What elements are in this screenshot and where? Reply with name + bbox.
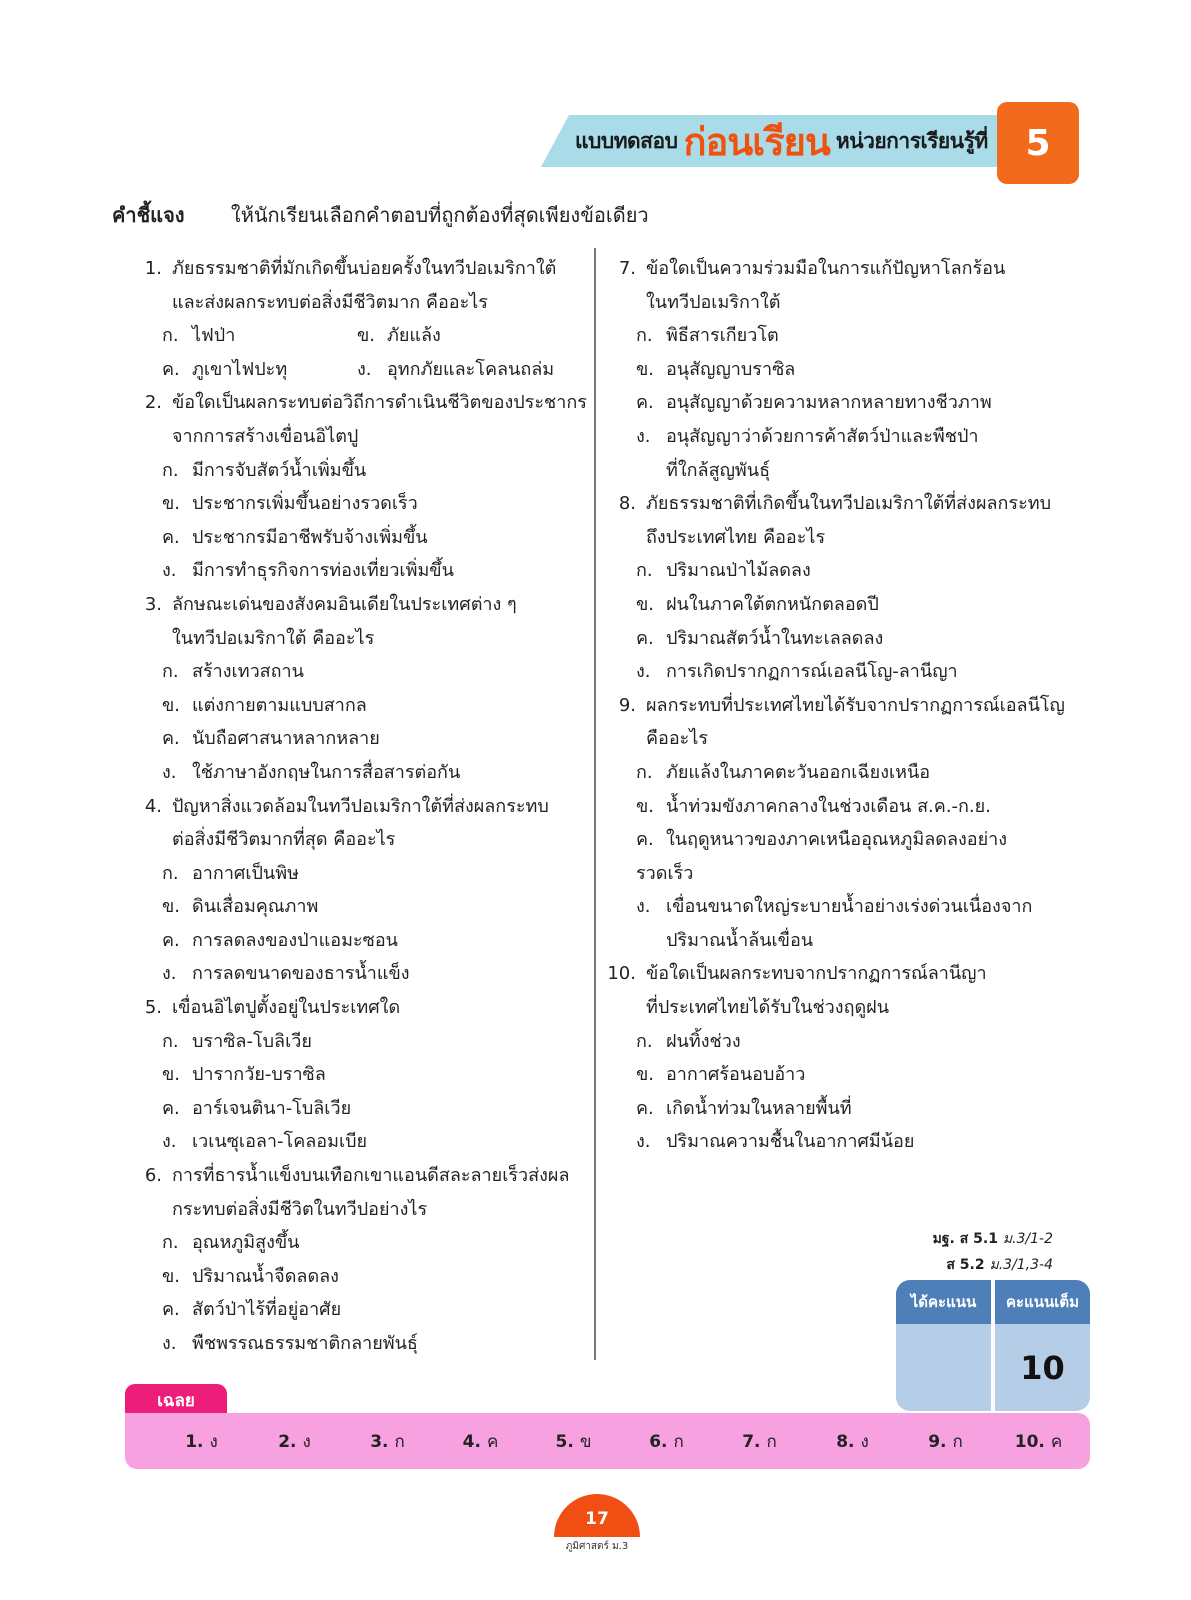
option-text: ปารากวัย-บราซิล (192, 1064, 326, 1086)
option-label: ง. (162, 1131, 177, 1153)
answer-item (434, 1428, 527, 1455)
question-text-cont: ที่ประเทศไทยได้รับในช่วงฤดูฝน (646, 997, 890, 1019)
answer-letter: ก (952, 1431, 963, 1452)
answer-item (992, 1428, 1085, 1455)
answer-number: 4. (462, 1431, 481, 1452)
question-text-cont: ในทวีปอเมริกาใต้ คืออะไร (172, 627, 375, 649)
option-text: น้ำท่วมขังภาคกลางในช่วงเดือน ส.ค.-ก.ย. (666, 795, 991, 817)
option[interactable] (606, 1125, 1076, 1159)
score-panel (896, 1280, 1090, 1411)
answer-number: 10. (1014, 1431, 1045, 1452)
option[interactable] (606, 655, 1076, 689)
option-text: พิธีสารเกียวโต (666, 325, 779, 347)
option[interactable] (357, 353, 607, 387)
question-number: 7. (618, 258, 636, 279)
option-text-cont: ที่ใกล้สูญพันธุ์ (666, 459, 771, 481)
option[interactable] (606, 588, 1076, 622)
option-text: ดินเสื่อมคุณภาพ (192, 896, 319, 918)
question-text: ลักษณะเด่นของสังคมอินเดียในประเทศต่าง ๆ (172, 593, 517, 615)
option-label: ค. (162, 1097, 180, 1119)
option-text: อากาศเป็นพิษ (192, 862, 299, 884)
option[interactable] (162, 319, 357, 353)
answer-letter: ก (766, 1431, 777, 1452)
option[interactable] (606, 1058, 1076, 1092)
question-text: ข้อใดเป็นผลกระทบจากปรากฏการณ์ลานีญา (646, 963, 987, 985)
question-number: 8. (618, 493, 636, 515)
option-text: อุณหภูมิสูงขึ้น (192, 1232, 300, 1254)
option[interactable] (132, 756, 587, 790)
question-6 (132, 1159, 587, 1361)
option-label: ง. (162, 560, 177, 582)
option-label: ค. (162, 1299, 180, 1321)
option-label: ค. (162, 358, 180, 380)
option[interactable] (132, 1293, 587, 1327)
standard-line-2 (880, 1254, 1053, 1276)
option-label: ค. (162, 526, 180, 548)
question-4 (132, 790, 587, 992)
option-label: ค. (636, 829, 654, 851)
option-label: ข. (162, 694, 181, 716)
option-text: ปริมาณความชื้นในอากาศมีน้อย (666, 1131, 915, 1153)
option[interactable] (132, 1260, 587, 1294)
option-text: ในฤดูหนาวของภาคเหนืออุณหภูมิลดลงอย่าง (666, 829, 1008, 851)
question-9 (606, 689, 1076, 958)
score-obtained-field[interactable] (896, 1324, 991, 1411)
option-text: ฝนทิ้งช่วง (666, 1030, 741, 1052)
column-divider (594, 248, 596, 1360)
question-text-cont: คืออะไร (646, 728, 709, 750)
question-2 (132, 386, 587, 588)
option-label: ก. (162, 325, 179, 347)
option-label: ง. (162, 963, 177, 985)
answer-number: 5. (555, 1431, 574, 1452)
answer-item (341, 1428, 434, 1455)
question-number: 6. (144, 1165, 162, 1187)
option[interactable] (132, 487, 587, 521)
option-label: ข. (162, 896, 181, 918)
option-label: ค. (636, 1097, 654, 1119)
option-label: ข. (636, 795, 655, 817)
option-text: บราซิล-โบลิเวีย (192, 1030, 312, 1052)
option-text: ประชากรมีอาชีพรับจ้างเพิ่มขึ้น (192, 526, 428, 548)
header-title (575, 112, 988, 170)
option-label: ข. (636, 593, 655, 615)
option-label: ก. (162, 459, 179, 481)
answer-number: 8. (836, 1431, 855, 1452)
score-full-label: คะแนนเต็ม (995, 1280, 1090, 1324)
standard-code: มฐ. ส 5.1 (932, 1231, 998, 1247)
option[interactable] (606, 890, 1076, 924)
option-text: ภัยแล้ง (387, 325, 441, 347)
header-part3: หน่วยการเรียนรู้ที่ (835, 128, 988, 153)
option-text: นับถือศาสนาหลากหลาย (192, 728, 380, 750)
option[interactable] (606, 353, 1076, 387)
questions-right-column (606, 252, 1076, 1159)
option-text: พืชพรรณธรรมชาติกลายพันธุ์ (192, 1333, 418, 1354)
option-label: ก. (636, 560, 653, 582)
option[interactable] (132, 722, 587, 756)
option[interactable] (606, 386, 1076, 420)
option-label: ง. (636, 1131, 651, 1153)
option[interactable] (606, 790, 1076, 824)
option-text: อาร์เจนตินา-โบลิเวีย (192, 1097, 352, 1119)
option-text: ปริมาณน้ำจืดลดลง (192, 1265, 339, 1287)
answer-item (806, 1428, 899, 1455)
standard-indicator: ม.3/1,3-4 (989, 1257, 1053, 1273)
option-text: อนุสัญญาด้วยความหลากหลายทางชีวภาพ (666, 392, 992, 414)
option-label: ข. (162, 1265, 181, 1287)
answer-number: 9. (928, 1431, 947, 1452)
answer-number: 2. (278, 1431, 297, 1452)
option[interactable] (606, 554, 1076, 588)
answer-letter: ก (673, 1431, 684, 1452)
option[interactable] (132, 1025, 587, 1059)
question-text: ภัยธรรมชาติที่เกิดขึ้นในทวีปอเมริกาใต้ที่ส่งผลกระทบ (646, 493, 1052, 515)
answer-number: 6. (649, 1431, 668, 1452)
questions-left-column (132, 252, 587, 1361)
option-text: อนุสัญญาว่าด้วยการค้าสัตว์ป่าและพืชป่า (666, 425, 979, 447)
question-7 (606, 252, 1076, 487)
option[interactable] (606, 319, 1076, 353)
option-label: ก. (636, 1030, 653, 1052)
option[interactable] (132, 957, 587, 991)
option[interactable] (162, 353, 357, 387)
option-label: ก. (162, 1232, 179, 1254)
question-text-cont: ถึงประเทศไทย คืออะไร (646, 526, 826, 548)
standard-line-1 (880, 1228, 1053, 1250)
option-text-cont: รวดเร็ว (636, 862, 694, 884)
option[interactable] (606, 1025, 1076, 1059)
option-text: ภูเขาไฟปะทุ (192, 358, 288, 380)
question-number: 3. (144, 593, 162, 615)
answer-letter: ง (209, 1431, 218, 1452)
instructions-text: ให้นักเรียนเลือกคำตอบที่ถูกต้องที่สุดเพียงข้อเดียว (230, 203, 649, 227)
option-label: ค. (162, 929, 180, 951)
standard-code: ส 5.2 (946, 1257, 985, 1273)
question-text: ข้อใดเป็นผลกระทบต่อวิถีการดำเนินชีวิตของประชากร (172, 392, 587, 414)
option-text: มีการจับสัตว์น้ำเพิ่มขึ้น (192, 459, 367, 481)
option-label: ง. (162, 761, 177, 783)
option-text: อุทกภัยและโคลนถล่ม (387, 358, 555, 380)
subject-name: ภูมิศาสตร์ ม.3 (565, 1541, 629, 1552)
question-text: การที่ธารน้ำแข็งบนเทือกเขาแอนดีสละลายเร็วส่งผล (172, 1165, 570, 1187)
question-text: ข้อใดเป็นความร่วมมือในการแก้ปัญหาโลกร้อน (646, 258, 1006, 279)
question-text: ภัยธรรมชาติที่มักเกิดขึ้นบ่อยครั้งในทวีปอเมริกาใต้ (172, 258, 557, 279)
option-text: เขื่อนขนาดใหญ่ระบายน้ำอย่างเร่งด่วนเนื่องจาก (666, 896, 1033, 918)
unit-number-badge: 5 (997, 102, 1079, 184)
option-text: การลดขนาดของธารน้ำแข็ง (192, 963, 410, 985)
option-text-cont: ปริมาณน้ำล้นเขื่อน (666, 929, 814, 951)
standard-indicator: ม.3/1-2 (1002, 1231, 1053, 1247)
option-label: ง. (636, 661, 651, 683)
option-label: ข. (636, 358, 655, 380)
option[interactable] (132, 1327, 587, 1361)
option[interactable] (357, 319, 607, 353)
option[interactable] (132, 689, 587, 723)
option[interactable] (132, 1125, 587, 1159)
option-label: ข. (636, 1064, 655, 1086)
question-number: 10. (607, 963, 636, 985)
page-number: 17 (554, 1494, 640, 1537)
option-text: แต่งกายตามแบบสากล (192, 694, 367, 716)
answer-item (713, 1428, 806, 1455)
option[interactable] (606, 1092, 1076, 1126)
option-text: ประชากรเพิ่มขึ้นอย่างรวดเร็ว (192, 493, 418, 515)
option[interactable] (606, 823, 1076, 857)
answer-letter: ง (860, 1431, 869, 1452)
option-label: ก. (162, 862, 179, 884)
answer-item (155, 1428, 248, 1455)
option-label: ข. (162, 493, 181, 515)
option-text: เกิดน้ำท่วมในหลายพื้นที่ (666, 1097, 852, 1119)
question-3 (132, 588, 587, 790)
option-label: ง. (636, 896, 651, 918)
option[interactable] (132, 1226, 587, 1260)
option-label: ก. (162, 1030, 179, 1052)
score-obtained (896, 1280, 991, 1411)
option[interactable] (606, 622, 1076, 656)
option-label: ง. (357, 358, 372, 380)
question-5 (132, 991, 587, 1159)
option-text: เวเนซุเอลา-โคลอมเบีย (192, 1131, 368, 1153)
option-text: ใช้ภาษาอังกฤษในการสื่อสารต่อกัน (192, 761, 461, 783)
question-text-cont: และส่งผลกระทบต่อสิ่งมีชีวิตมาก คืออะไร (172, 291, 488, 313)
answer-key-tab: เฉลย (125, 1384, 227, 1416)
option-text: การลดลงของป่าแอมะซอน (192, 929, 398, 951)
instructions-label: คำชี้แจง (112, 203, 185, 227)
option-text: อากาศร้อนอบอ้าว (666, 1064, 806, 1086)
answer-letter: ค (486, 1431, 499, 1452)
option[interactable] (606, 756, 1076, 790)
answer-key-strip (125, 1413, 1090, 1469)
option-text: การเกิดปรากฏการณ์เอลนีโญ-ลานีญา (666, 661, 958, 683)
answer-letter: ง (302, 1431, 311, 1452)
question-text-cont: ในทวีปอเมริกาใต้ (646, 291, 781, 313)
option-text: สัตว์ป่าไร้ที่อยู่อาศัย (192, 1299, 342, 1321)
option[interactable] (132, 655, 587, 689)
question-1 (132, 252, 587, 386)
option-label: ค. (636, 392, 654, 414)
answer-item (899, 1428, 992, 1455)
option[interactable] (132, 521, 587, 555)
question-number: 1. (144, 258, 162, 279)
question-text-cont: กระทบต่อสิ่งมีชีวิตในทวีปอย่างไร (172, 1198, 428, 1220)
question-text: ปัญหาสิ่งแวดล้อมในทวีปอเมริกาใต้ที่ส่งผลกระทบ (172, 795, 549, 817)
options (132, 319, 587, 386)
option-text: ภัยแล้งในภาคตะวันออกเฉียงเหนือ (666, 761, 931, 783)
option-text: ปริมาณสัตว์น้ำในทะเลลดลง (666, 627, 884, 649)
answer-item (527, 1428, 620, 1455)
option[interactable] (132, 924, 587, 958)
score-full-value: 10 (995, 1324, 1090, 1411)
option[interactable] (132, 1092, 587, 1126)
option-label: ง. (636, 425, 651, 447)
answer-item (620, 1428, 713, 1455)
option-text: ฝนในภาคใต้ตกหนักตลอดปี (666, 593, 879, 615)
option[interactable] (132, 1058, 587, 1092)
option-label: ข. (162, 1064, 181, 1086)
answer-number: 7. (742, 1431, 761, 1452)
option[interactable] (606, 420, 1076, 454)
question-10 (606, 957, 1076, 1159)
option-text: มีการทำธุรกิจการท่องเที่ยวเพิ่มขึ้น (192, 560, 454, 582)
question-number: 4. (144, 795, 162, 817)
question-text: ผลกระทบที่ประเทศไทยได้รับจากปรากฏการณ์เอลนีโญ (646, 694, 1065, 716)
option[interactable] (132, 454, 587, 488)
answer-number: 1. (185, 1431, 204, 1452)
option-label: ก. (162, 661, 179, 683)
answer-letter: ข (579, 1431, 592, 1452)
question-text-cont: ต่อสิ่งมีชีวิตมากที่สุด คืออะไร (172, 829, 396, 851)
header-part2: ก่อนเรียน (683, 119, 830, 164)
question-number: 9. (618, 694, 636, 716)
option-label: ก. (636, 761, 653, 783)
question-number: 5. (144, 997, 162, 1019)
question-text-cont: จากการสร้างเขื่อนอิไตปู (172, 425, 359, 447)
option-text: อนุสัญญาบราซิล (666, 358, 796, 380)
option[interactable] (132, 857, 587, 891)
score-full (995, 1280, 1090, 1411)
question-text: เขื่อนอิไตปูตั้งอยู่ในประเทศใด (172, 997, 401, 1019)
question-8 (606, 487, 1076, 689)
score-obtained-label: ได้คะแนน (896, 1280, 991, 1324)
option-text: ปริมาณป่าไม้ลดลง (666, 560, 811, 582)
option-label: ง. (162, 1333, 177, 1354)
answer-item (248, 1428, 341, 1455)
option-label: ค. (636, 627, 654, 649)
header-part1: แบบทดสอบ (575, 128, 678, 153)
option-text: ไฟป่า (192, 325, 236, 347)
answer-letter: ก (394, 1431, 405, 1452)
option-label: ค. (162, 728, 180, 750)
option-label: ข. (357, 325, 376, 347)
answer-letter: ค (1050, 1431, 1063, 1452)
question-number: 2. (144, 392, 162, 414)
answer-number: 3. (370, 1431, 389, 1452)
option-label: ก. (636, 325, 653, 347)
option[interactable] (132, 554, 587, 588)
instructions (112, 199, 649, 231)
option[interactable] (132, 890, 587, 924)
option-text: สร้างเทวสถาน (192, 661, 304, 683)
